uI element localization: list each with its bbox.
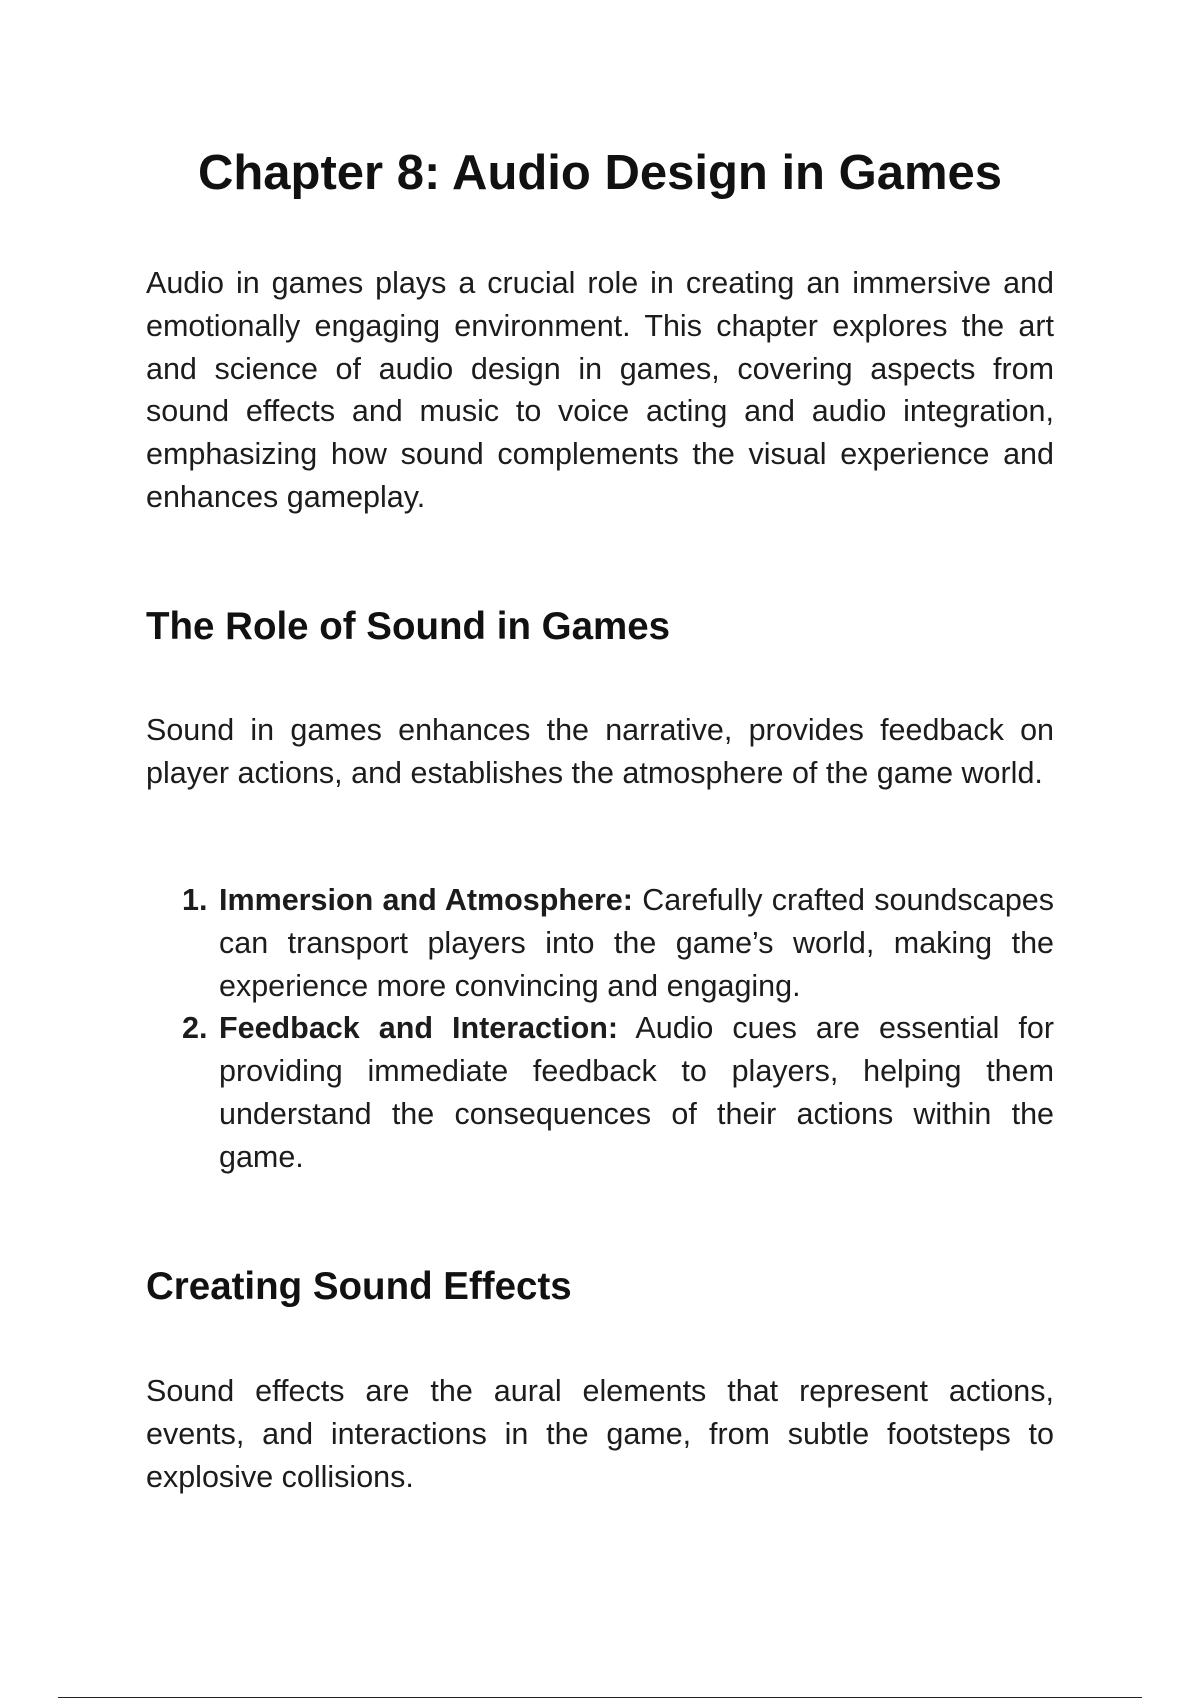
list-item-number: 2. [182, 1011, 208, 1046]
list-item [146, 879, 1054, 1007]
list-item-number: 1. [182, 883, 208, 917]
section-paragraph-role-of-sound: Sound in games enhances the narrative, provides feedback on player actions, and establishes the atmosphere of the game world. [146, 713, 1054, 790]
list-item-term: Feedback and Interaction: [219, 1011, 619, 1046]
numbered-list [146, 879, 1054, 1179]
section-heading-role-of-sound: The Role of Sound in Games [146, 605, 671, 648]
chapter-intro-paragraph: Audio in games plays a crucial role in creating an immersive and emotionally engaging environment. This chapter explores the art and science of audio design in games, covering aspects from sound effects and music to voice acting and audio integration, emphasizing how sound complements the visual experience and enhances gameplay. [146, 266, 1054, 514]
list-item-text: Carefully crafted soundscapes can transport players into the game’s world, making the experience more convincing and engaging. [219, 883, 1055, 1003]
section-paragraph-sound-effects: Sound effects are the aural elements that represent actions, events, and interactions in the game, from subtle footsteps to explosive collisions. [146, 1374, 1054, 1494]
footer-divider [58, 1697, 1142, 1698]
list-item [146, 1007, 1054, 1178]
list-item-term: Immersion and Atmosphere: [219, 883, 633, 917]
list-item-text: Audio cues are essential for providing immediate feedback to players, helping them understand the consequences of their actions within the game. [219, 1011, 1054, 1174]
chapter-title: Chapter 8: Audio Design in Games [197, 146, 1003, 200]
section-heading-sound-effects: Creating Sound Effects [146, 1265, 572, 1308]
